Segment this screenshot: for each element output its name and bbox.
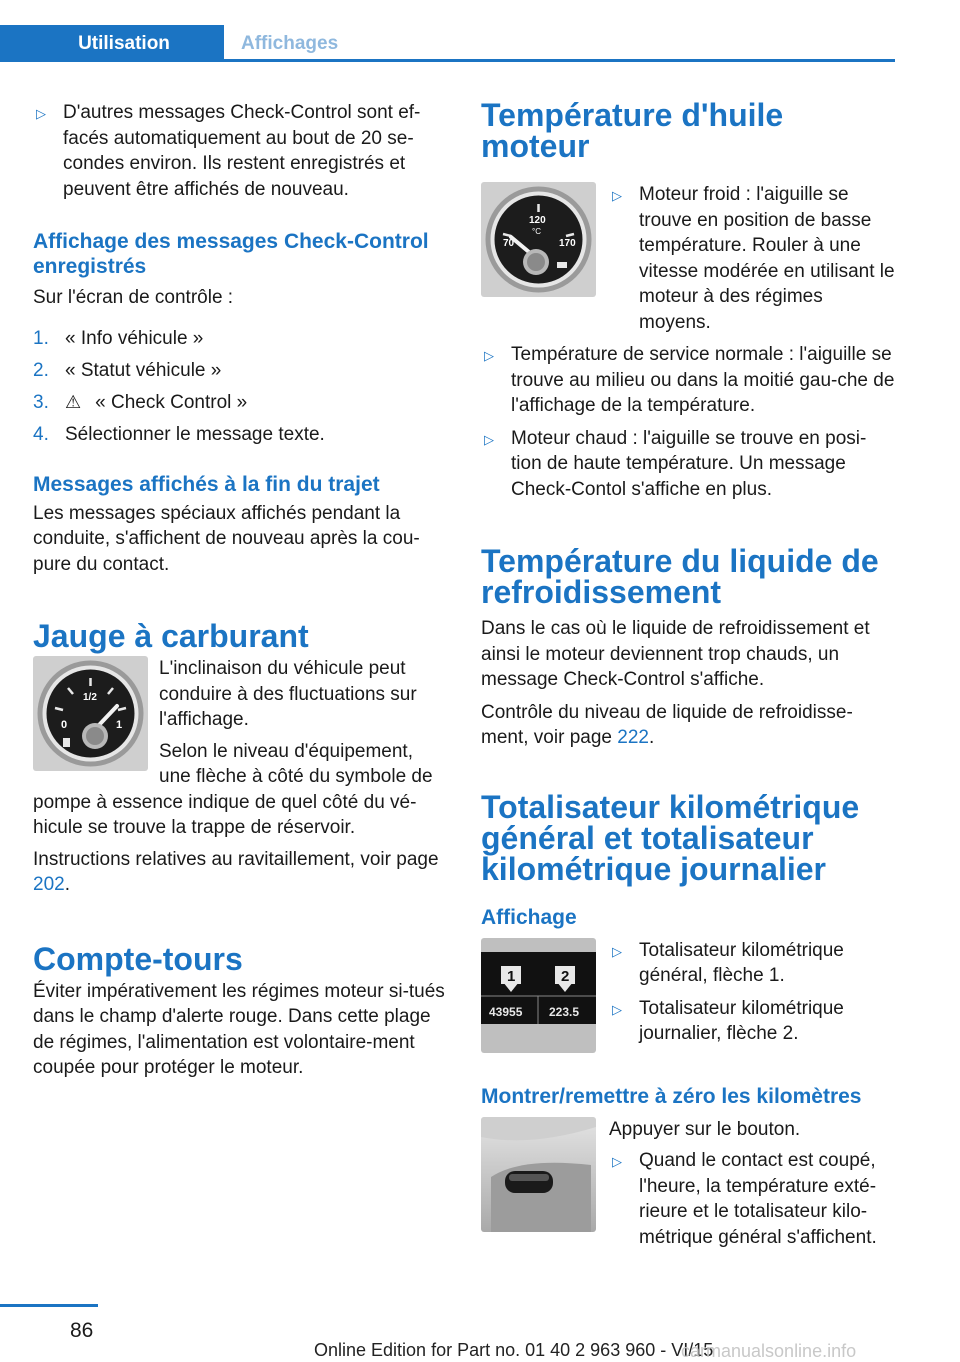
- paragraph-end-of-trip: Les messages spéciaux affichés pendant la conduite, s'affichent de nouveau après la cou-pure du contact.: [33, 502, 420, 575]
- right-column: [481, 97, 896, 1250]
- arrow-1-label: 1: [507, 967, 516, 985]
- fuel-gauge-label-half: 1/2: [83, 692, 97, 703]
- triangle-bullet-icon: ▷: [484, 431, 494, 447]
- tab-affichages[interactable]: Affichages: [241, 32, 339, 54]
- list-item: [33, 326, 448, 358]
- heading-oil-temperature: Température d'huile moteur: [481, 97, 784, 164]
- warning-triangle-icon: ⚠: [65, 391, 82, 412]
- oil-gauge-unit: °C: [532, 227, 541, 236]
- bullet-text: D'autres messages Check-Control sont ef-facés automatiquement au bout de 20 se-condes environ. Ils restent enregistrés et peuvent être affichés de nouveau.: [63, 102, 421, 200]
- paragraph-fuel-1: L'inclinaison du véhicule peut conduire à des fluctuations sur l'affichage.: [159, 658, 417, 730]
- paragraph-fuel-3: [33, 847, 448, 898]
- fuel-gauge-label-1: 1: [116, 719, 123, 731]
- arrow-2-label: 2: [561, 967, 570, 985]
- page-link-222[interactable]: 222: [617, 727, 649, 748]
- bullet-text: Totalisateur kilométrique journalier, flèche 2.: [639, 997, 844, 1044]
- fuel-ref-period: .: [64, 874, 70, 895]
- paragraph-fuel-2: Selon le niveau d'équipement, une flèche à côté du symbole de pompe à essence indique de quel côté du vé-hicule se trouve la trappe de réservoir.: [33, 740, 433, 838]
- triangle-bullet-icon: ▷: [612, 1001, 622, 1017]
- oil-gauge-image: [481, 182, 596, 297]
- heading-rev-counter: Compte-tours: [33, 940, 243, 977]
- trip-km-value: 223.5: [549, 1004, 580, 1019]
- oil-gauge-label-120: 120: [529, 215, 546, 226]
- list-item: [33, 390, 448, 422]
- triangle-bullet-icon: ▷: [612, 188, 622, 203]
- bullet-item: [481, 426, 896, 503]
- step-number: 2.: [33, 359, 49, 381]
- step-text: « Check Control »: [95, 391, 248, 413]
- left-column: [33, 100, 448, 1081]
- bullet-item: [33, 100, 448, 202]
- step-text: « Statut véhicule »: [65, 359, 222, 381]
- paragraph-rev-counter: Éviter impérativement les régimes moteur si-tués dans le champ d'alerte rouge. Dans cette plage de régimes, l'alimentation est volontaire-ment coupée pour protéger le moteur.: [33, 980, 445, 1078]
- fuel-gauge-image: [33, 656, 148, 771]
- bullet-item: [609, 996, 896, 1047]
- total-km-value: 43955: [489, 1004, 523, 1019]
- heading-reset-km: Montrer/remettre à zéro les kilomètres: [481, 1084, 862, 1108]
- triangle-bullet-icon: ▷: [484, 348, 494, 363]
- step-text: « Info véhicule »: [65, 327, 204, 349]
- fuel-ref-text: Instructions relatives au ravitaillement, voir page: [33, 848, 439, 870]
- bullet-text: Totalisateur kilométrique général, flèche 1.: [639, 939, 844, 986]
- list-item: [33, 358, 448, 390]
- footer-rule: [0, 1304, 98, 1307]
- bullet-item: [481, 342, 896, 419]
- steps-list: [33, 326, 448, 454]
- coolant-ref-text: Contrôle du niveau de liquide de refroidisse-ment, voir page: [481, 701, 853, 748]
- edition-text: Online Edition for Part no. 01 40 2 963 960 - VI/15: [314, 1340, 714, 1360]
- paragraph-coolant-1: Dans le cas où le liquide de refroidissement et ainsi le moteur deviennent trop chauds, un message Check-Control s'affiche.: [481, 618, 870, 690]
- triangle-bullet-icon: ▷: [612, 943, 622, 959]
- header-bar: [0, 0, 895, 62]
- fuel-gauge-label-0: 0: [61, 719, 68, 731]
- triangle-bullet-icon: ▷: [612, 1154, 622, 1169]
- bullet-item: [609, 1148, 896, 1250]
- oil-gauge-label-170: 170: [559, 238, 576, 249]
- odometer-display-image: [481, 938, 596, 1053]
- step-number: 4.: [33, 423, 49, 445]
- tab-utilisation[interactable]: Utilisation: [0, 25, 224, 62]
- bullet-text: Moteur froid : l'aiguille se trouve en position de basse température. Rouler à une vitesse modérée en utilisant le moteur à des régimes moyens.: [639, 184, 895, 333]
- step-text: Sélectionner le message texte.: [65, 423, 325, 445]
- heading-end-of-trip: Messages affichés à la fin du trajet: [33, 472, 380, 496]
- bullet-item: [609, 182, 896, 335]
- page-link-202[interactable]: 202: [33, 874, 65, 895]
- coolant-ref-period: .: [648, 727, 655, 748]
- heading-fuel-gauge: Jauge à carburant: [33, 618, 309, 654]
- heading-odometer: Totalisateur kilométrique général et totalisateur kilométrique journalier: [481, 788, 860, 887]
- bullet-text: Moteur chaud : l'aiguille se trouve en posi-tion de haute température. Un message Check-Contol s'affiche en plus.: [511, 427, 867, 500]
- paragraph-coolant-2: [481, 700, 896, 751]
- bullet-item: [609, 938, 896, 989]
- reset-button-image: [481, 1117, 596, 1232]
- paragraph-saved: Sur l'écran de contrôle :: [33, 287, 234, 308]
- bullet-text: Température de service normale : l'aiguille se trouve au milieu ou dans la moitié gau-che de l'affichage de la température.: [511, 344, 895, 416]
- watermark-text: carmanualsonline.info: [681, 1341, 857, 1361]
- triangle-bullet-icon: ▷: [36, 106, 46, 121]
- heading-saved-messages: Affichage des messages Check-Control enregistrés: [33, 230, 429, 278]
- step-number: 1.: [33, 327, 49, 349]
- heading-display: Affichage: [481, 905, 577, 929]
- step-number: 3.: [33, 391, 49, 413]
- bullet-text: Quand le contact est coupé, l'heure, la température exté-rieure et le totalisateur kilo-métrique général s'affichent.: [639, 1150, 877, 1248]
- oil-gauge-label-70: 70: [503, 238, 515, 249]
- page-number: 86: [70, 1319, 94, 1342]
- paragraph-reset: Appuyer sur le bouton.: [609, 1118, 801, 1140]
- heading-coolant-temperature: Température du liquide de refroidissement: [481, 543, 879, 610]
- list-item: [33, 422, 448, 454]
